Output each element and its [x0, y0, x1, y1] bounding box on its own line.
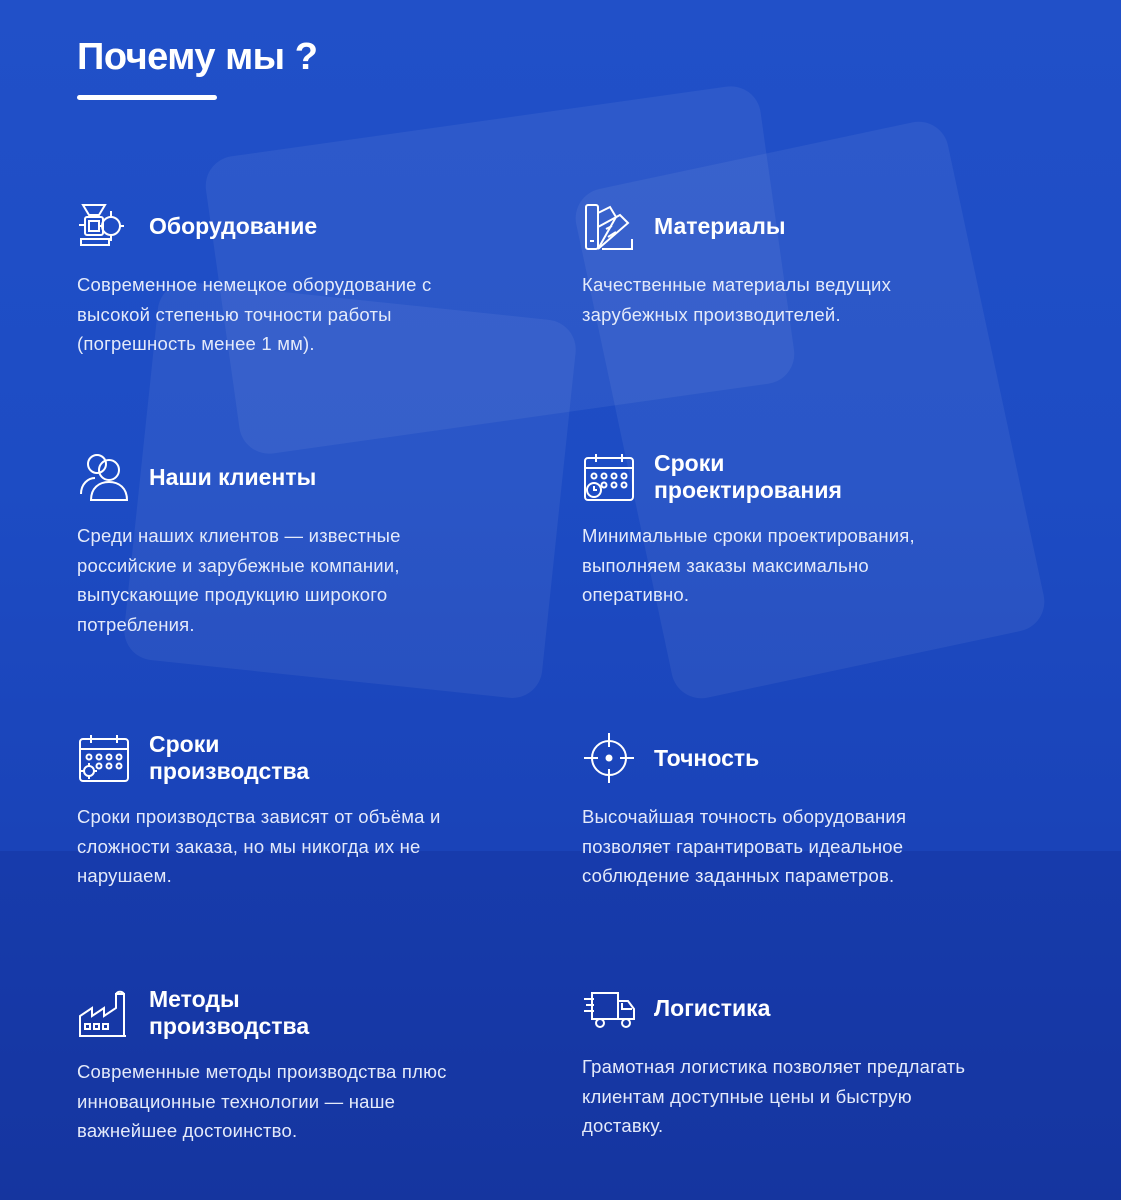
feature-clients — [77, 447, 547, 639]
delivery-truck-icon — [582, 981, 636, 1035]
feature-title: Сроки производства — [149, 731, 310, 784]
feature-description: Минимальные сроки проектирования, выполняем заказы максимально оперативно. — [582, 525, 915, 605]
feature-title: Логистика — [654, 994, 771, 1021]
calendar-clock-icon — [582, 450, 636, 504]
feature-title: Точность — [654, 744, 760, 771]
feature-title: Методы производства — [149, 986, 310, 1039]
feature-description: Сроки производства зависят от объёма и сложности заказа, но мы никогда их не нарушаем. — [77, 806, 441, 886]
feature-logistics — [582, 978, 1052, 1141]
feature-description: Современное немецкое оборудование с высокой степенью точности работы (погрешность менее 1 мм). — [77, 274, 432, 354]
crosshair-icon — [582, 731, 636, 785]
feature-description: Качественные материалы ведущих зарубежных производителей. — [582, 274, 892, 325]
feature-description: Современные методы производства плюс инновационные технологии — наше важнейшее достоинство. — [77, 1061, 447, 1141]
feature-title: Наши клиенты — [149, 463, 317, 490]
feature-title: Оборудование — [149, 212, 318, 239]
feature-title: Сроки проектирования — [654, 450, 842, 503]
feature-production-methods — [77, 983, 547, 1146]
title-underline — [77, 95, 217, 100]
feature-title: Материалы — [654, 212, 786, 239]
feature-description: Среди наших клиентов — известные российские и зарубежные компании, выпускающие продукцию широкого потребления. — [77, 525, 401, 635]
feature-description: Высочайшая точность оборудования позволяет гарантировать идеальное соблюдение заданных параметров. — [582, 806, 907, 886]
color-swatch-icon — [582, 199, 636, 253]
feature-precision — [582, 728, 1052, 891]
section-title: Почему мы ? — [77, 36, 318, 78]
feature-production-terms — [77, 728, 547, 891]
factory-icon — [77, 986, 131, 1040]
users-icon — [77, 450, 131, 504]
meat-grinder-icon — [77, 199, 131, 253]
feature-equipment — [77, 196, 547, 359]
calendar-gear-icon — [77, 731, 131, 785]
feature-materials — [582, 196, 1052, 329]
feature-design-terms — [582, 447, 1052, 610]
feature-description: Грамотная логистика позволяет предлагать клиентам доступные цены и быструю доставку. — [582, 1056, 966, 1136]
